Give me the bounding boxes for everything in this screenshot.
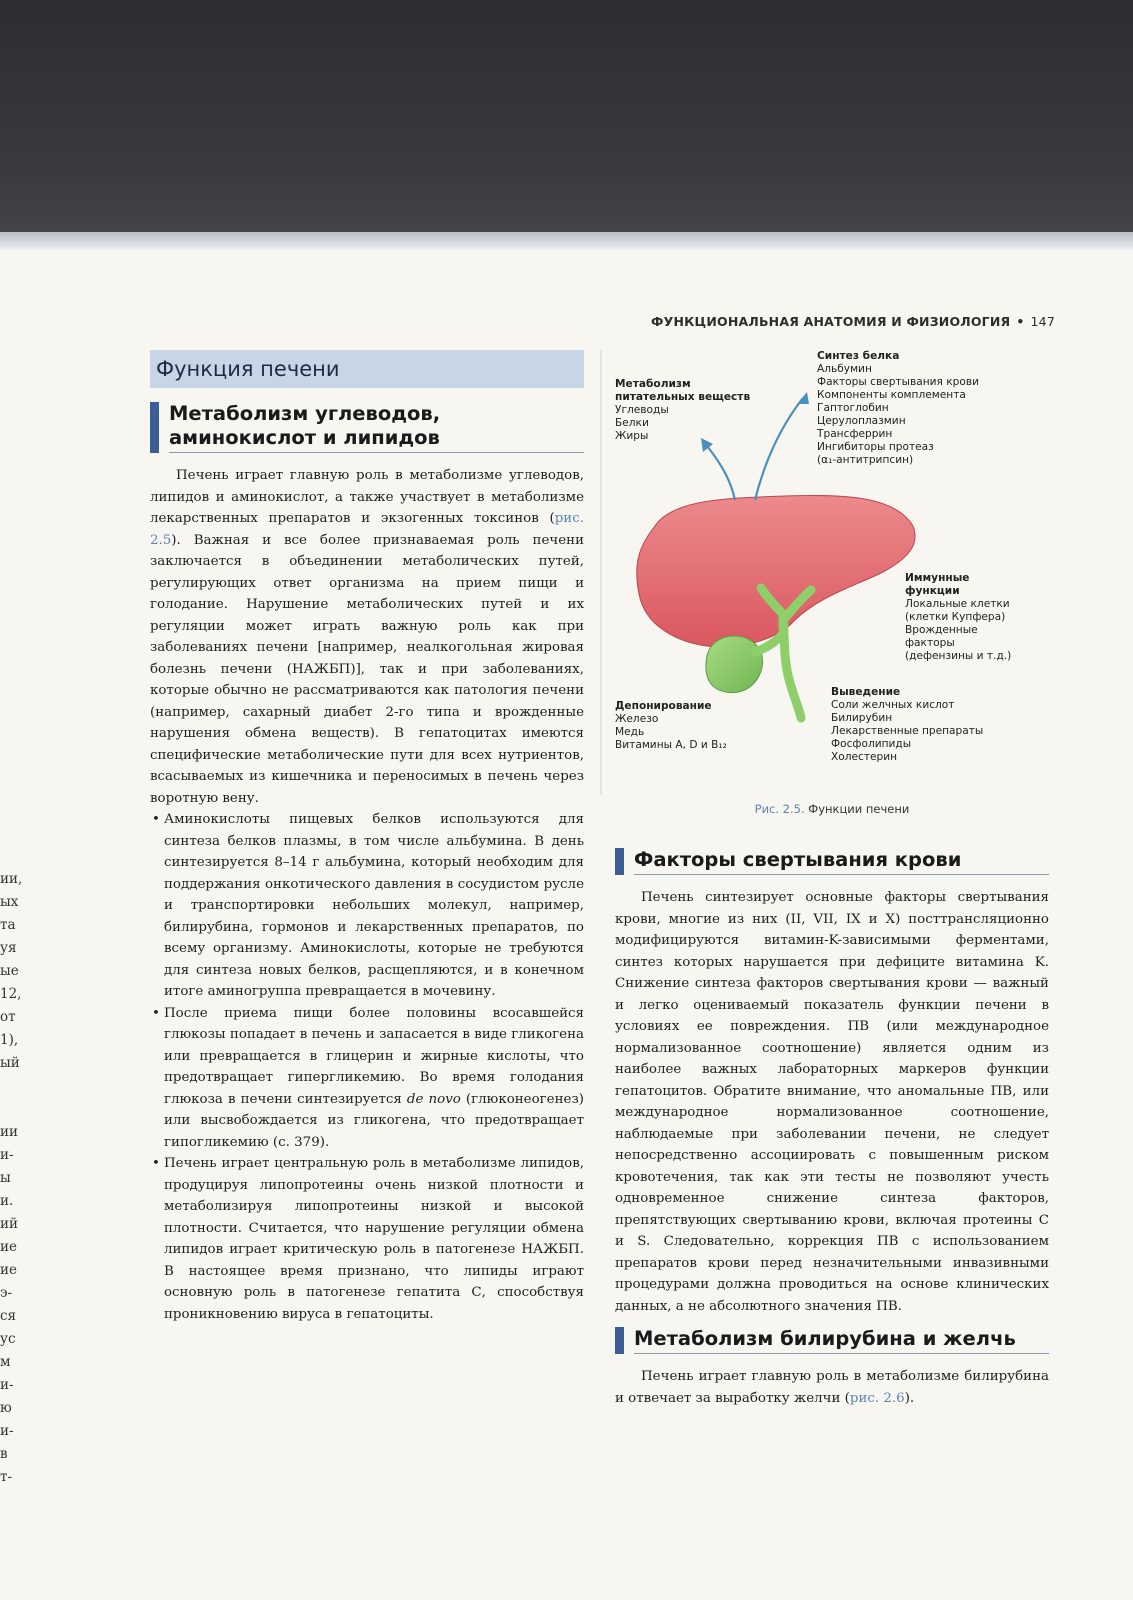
- label-protein-title: Синтез белка: [817, 350, 900, 362]
- edge-fragment: [0, 1075, 18, 1098]
- label-immune-title-2: функции: [905, 585, 960, 597]
- edge-fragment: уя: [0, 940, 17, 956]
- bullet-glucose: [150, 1003, 584, 1154]
- edge-fragment: и.: [0, 1193, 14, 1209]
- figure-ref-link-2-6[interactable]: рис. 2.6: [849, 1390, 905, 1406]
- right-column: [615, 350, 1049, 1409]
- figure-caption: [615, 802, 1049, 816]
- edge-fragment: ии,: [0, 871, 23, 887]
- label-metabolism-title-2: питательных веществ: [615, 391, 751, 403]
- bullet-lipids: • Печень играет центральную роль в метаболизме липидов, продуцируя липопротеины очень низкой плотности и метаболизируя липопротеины низкой и высокой плотности. Считается, что нарушение регуляции обмена липидов играет критическую роль в патогенезе НАЖБП. В настоящее время признано, что липиды играют основную роль в патогенезе гепатита С, способствуя проникновению вируса в гепатоциты.: [150, 1153, 584, 1325]
- label-item: Соли желчных кислот: [831, 699, 955, 711]
- figure-ref-link[interactable]: рис. 2.5: [150, 511, 584, 548]
- label-item: факторы: [905, 637, 955, 649]
- label-item: Углеводы: [615, 404, 669, 416]
- bullet-glucose-text-b: (глюконеогенез) или высвобождается из гликогена, что предотвращает гипогликемию (с. 379).: [164, 1091, 584, 1150]
- label-item: Гаптоглобин: [817, 402, 889, 414]
- label-immune-title-1: Иммунные: [905, 572, 970, 584]
- edge-fragment: и-: [0, 1147, 14, 1163]
- label-item: Церулоплазмин: [817, 415, 906, 427]
- label-item: Билирубин: [831, 712, 893, 724]
- figure-liver-functions: [615, 350, 1049, 840]
- label-item: Компоненты комплемента: [817, 389, 966, 401]
- label-immune: [905, 572, 1011, 663]
- edge-fragment: ие: [0, 1239, 17, 1255]
- edge-fragment: 12,: [0, 986, 22, 1002]
- edge-fragment: та: [0, 917, 16, 933]
- gallbladder-shape: [706, 636, 763, 693]
- edge-fragment: ые: [0, 963, 19, 979]
- label-item: (дефензины и т.д.): [905, 650, 1012, 662]
- label-item: Ингибиторы протеаз: [817, 441, 934, 453]
- edge-fragment: и-: [0, 1423, 14, 1439]
- edge-fragment: от: [0, 1009, 16, 1025]
- edge-fragment: и-: [0, 1377, 14, 1393]
- edge-fragment: э-: [0, 1285, 13, 1301]
- heading-bar: [150, 402, 159, 453]
- edge-fragment: ии: [0, 1124, 18, 1140]
- label-excretion-title: Выведение: [831, 686, 901, 698]
- arrow-protein-out: [755, 398, 803, 500]
- label-metabolism: [615, 378, 750, 443]
- section-title-bilirubin: Метаболизм билирубина и желчь: [634, 1327, 1049, 1354]
- liver-shape: [637, 495, 915, 647]
- edge-fragment: ся: [0, 1308, 17, 1324]
- section-title-metabolism: Метаболизм углеводов, аминокислот и липидов: [169, 402, 584, 453]
- header-separator: •: [1016, 314, 1025, 329]
- label-metabolism-title-1: Метаболизм: [615, 378, 691, 390]
- edge-fragment: ый: [0, 1055, 20, 1071]
- intro-text-a: Печень играет главную роль в метаболизме углеводов, липидов и аминокислот, а также участвует в метаболизме лекарственных препаратов и экзогенных токсинов (: [150, 468, 584, 526]
- chapter-box-title: [150, 350, 584, 388]
- intro-text-b: ). Важная и все более признаваемая роль печени заключается в объединении метаболических путей, регулирующих ответ организма на прием пищи и голодание. Нарушение метаболических путей и их регуляции может играть важную роль как при заболеваниях печени [например, неалкогольная жировая болезнь печени (НАЖБП)], так и при заболеваниях, которые обычно не рассматриваются как патология печени (например, сахарный диабет 2-го типа и врожденные нарушения обмена веществ). В гепатоцитах имеются специфические метаболические пути для всех нутриентов, всасываемых из кишечника и переносимых в печень через воротную вену.: [150, 532, 584, 806]
- chapter-box-title-text: Функция печени: [156, 357, 340, 381]
- label-item: Альбумин: [817, 363, 872, 375]
- bilirubin-text-a: Печень играет главную роль в метаболизме билирубина и отвечает за выработку желчи (: [615, 1369, 1049, 1406]
- label-item: Фосфолипиды: [831, 738, 912, 750]
- edge-fragment: ых: [0, 894, 19, 910]
- edge-fragment: в: [0, 1446, 8, 1462]
- bullet-amino-acids: • Аминокислоты пищевых белков используются для синтеза белков плазмы, в том числе альбумина. В день синтезируется 8–14 г альбумина, который необходим для поддержания онкотического давления в сосудистом русле и транспортировки небольших молекул, например, билирубина, гормонов и лекарственных препаратов, по всему организму. Аминокислоты, которые не требуются для синтеза новых белков, расщепляются, и в конечном итоге аминогруппа превращается в мочевину.: [150, 809, 584, 1003]
- heading-bar: [615, 1327, 624, 1354]
- bullet-glucose-italic: de novo: [406, 1091, 461, 1107]
- heading-bar: [615, 848, 624, 875]
- running-header: [651, 314, 1055, 329]
- metabolism-bullets: [150, 809, 584, 1325]
- adjacent-page-fragments: [0, 868, 23, 1489]
- edge-fragment: ий: [0, 1216, 18, 1232]
- label-item: Железо: [615, 713, 659, 725]
- section-heading-coagulation: [615, 848, 1049, 875]
- edge-fragment: м: [0, 1354, 11, 1370]
- bilirubin-paragraph: [615, 1366, 1049, 1409]
- label-item: Медь: [615, 726, 645, 738]
- label-item: Трансферрин: [817, 428, 893, 440]
- label-item: Белки: [615, 417, 649, 429]
- left-column: [150, 350, 584, 1325]
- intro-paragraph: [150, 465, 584, 809]
- page-top-edge: [0, 232, 1133, 250]
- dark-scan-band: [0, 0, 1133, 232]
- label-item: Лекарственные препараты: [831, 725, 984, 737]
- label-item: Жиры: [615, 430, 649, 442]
- figure-caption-text: Функции печени: [808, 802, 910, 816]
- label-item: (клетки Купфера): [905, 611, 1006, 623]
- section-title-coagulation: Факторы свертывания крови: [634, 848, 1049, 875]
- label-item: Врожденные: [905, 624, 978, 636]
- bullet-glucose-text-a: После приема пищи более половины всосавшейся глюкозы попадает в печень и запасается в виде гликогена или превращается в глицерин и жирные кислоты, что предотвращает гипергликемию. Во время голодания глюкоза в печени синтезируется: [164, 1005, 584, 1107]
- figure-caption-number: Рис. 2.5.: [754, 802, 805, 816]
- edge-fragment: ю: [0, 1400, 12, 1416]
- label-item: (α₁-антитрипсин): [817, 454, 914, 466]
- label-item: Холестерин: [831, 751, 898, 763]
- section-heading-metabolism: [150, 402, 584, 453]
- bilirubin-text-b: ).: [904, 1390, 915, 1406]
- label-item: Витамины A, D и B₁₂: [615, 739, 727, 751]
- edge-fragment: [0, 1098, 18, 1121]
- label-storage-title: Депонирование: [615, 700, 712, 712]
- edge-fragment: ие: [0, 1262, 17, 1278]
- label-item: Локальные клетки: [905, 598, 1010, 610]
- arrow-metabolism-in: [707, 446, 735, 500]
- edge-fragment: 1),: [0, 1032, 19, 1048]
- label-excretion: [831, 686, 983, 764]
- edge-fragment: т-: [0, 1469, 13, 1485]
- coagulation-paragraph: Печень синтезирует основные факторы свертывания крови, многие из них (II, VII, IX и X) посттрансляционно модифицируются витамин-K-зависимыми ферментами, синтез которых нарушается при дефиците витамина K. Снижение синтеза факторов свертывания крови — важный и легко оцениваемый показатель функции печени в условиях ее повреждения. ПВ (или международное нормализованное соотношение) является одним из наиболее важных лабораторных маркеров функции гепатоцитов. Обратите внимание, что аномальные ПВ, или международное нормализованное соотношение, наблюдаемые при заболевании печени, не следует непосредственно ассоциировать с повышенным риском кровотечения, так как эти тесты не позволяют учесть одновременное снижение синтеза факторов, препятствующих свертыванию крови, включая протеины C и S. Следовательно, коррекция ПВ с использованием препаратов крови перед незначительными инвазивными процедурами должна проводиться на основе клинических данных, а не абсолютного значения ПВ.: [615, 890, 1049, 1314]
- edge-fragment: ус: [0, 1331, 16, 1347]
- section-heading-bilirubin: [615, 1327, 1049, 1354]
- page-number: 147: [1030, 314, 1055, 329]
- running-title: ФУНКЦИОНАЛЬНАЯ АНАТОМИЯ И ФИЗИОЛОГИЯ: [651, 314, 1011, 329]
- label-storage: [615, 700, 727, 752]
- edge-fragment: ы: [0, 1170, 11, 1186]
- label-item: Факторы свертывания крови: [817, 376, 979, 388]
- label-protein-synthesis: [817, 350, 979, 467]
